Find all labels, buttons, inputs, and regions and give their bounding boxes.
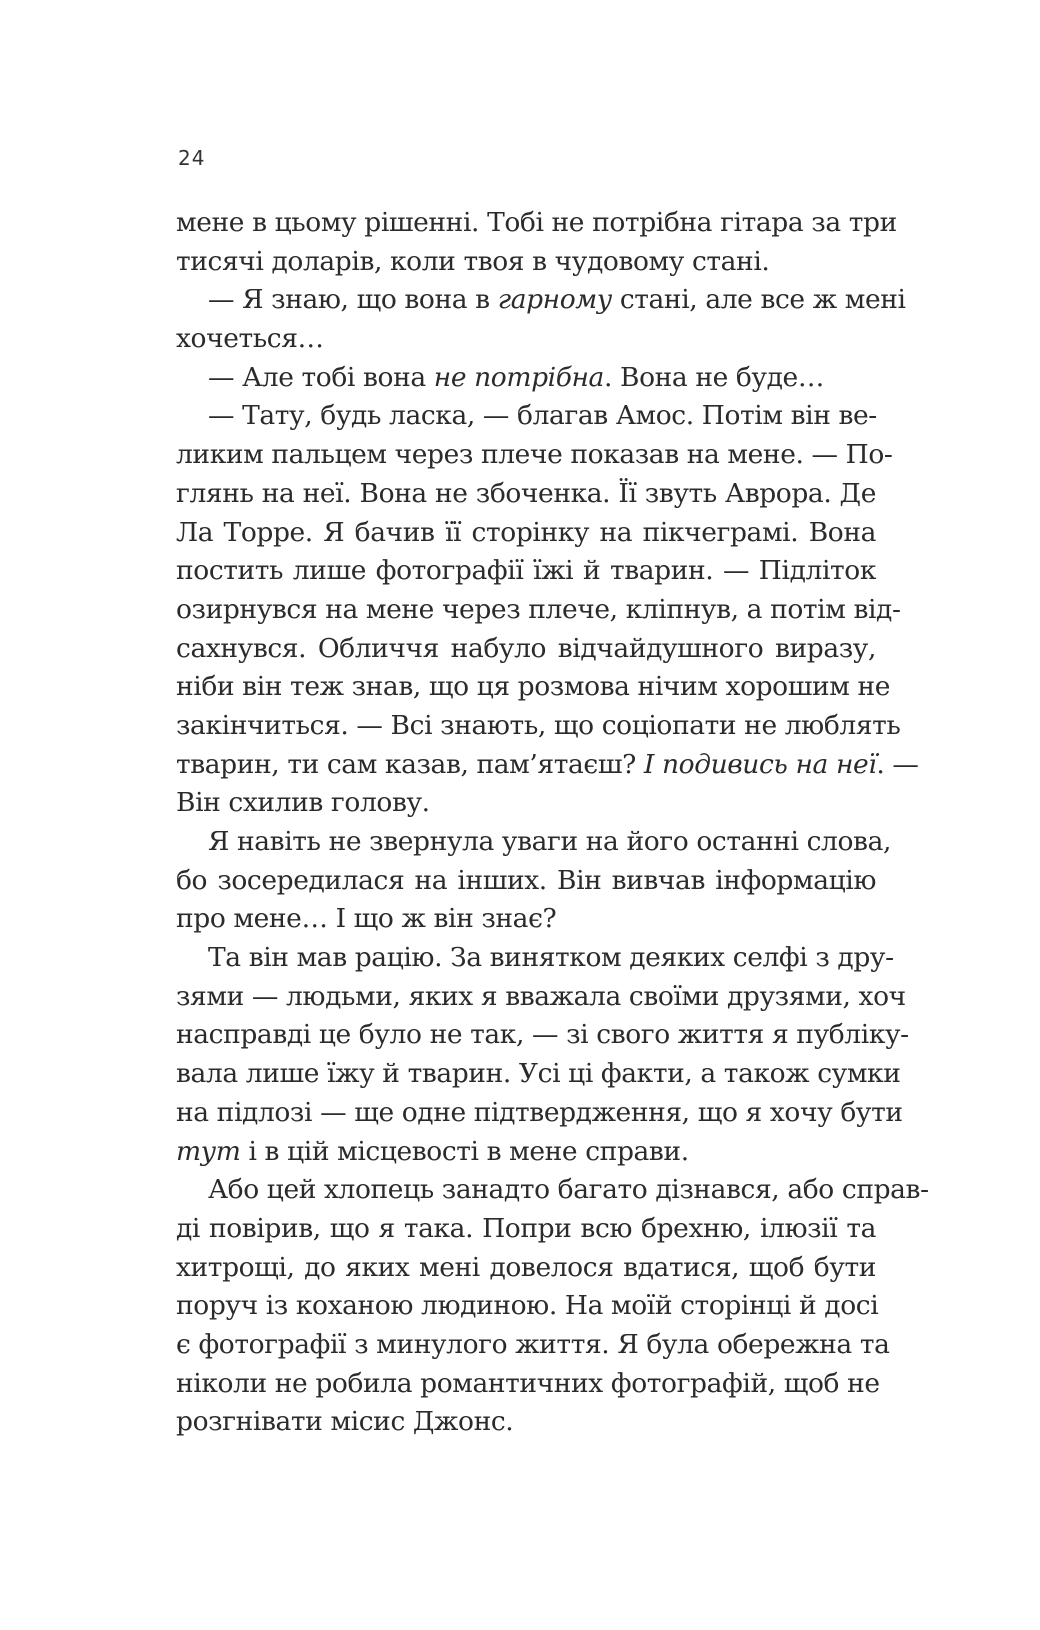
text-run: хитрощі, до яких мені довелося вдатися, щоб бути [176, 1251, 876, 1283]
text-line [176, 978, 906, 1017]
text-run: сахнувся. Обличчя набуло відчайдушного виразу, [176, 632, 876, 664]
text-run: . — [876, 748, 919, 780]
text-line [176, 939, 894, 978]
text-line [176, 1171, 929, 1210]
text-run: мене в цьому рішенні. Тобі не потрібна гітара за три [176, 207, 897, 238]
text-run: і в цій місцевості в мене справи. [240, 1135, 689, 1167]
text-line [176, 397, 876, 436]
text-line [176, 862, 876, 901]
text-line [176, 475, 876, 514]
text-line [176, 1016, 909, 1055]
text-line [176, 1287, 879, 1326]
text-line [176, 707, 901, 746]
text-run: хочеться… [176, 323, 324, 355]
text-run: є фотографії з минулого життя. Я була обережна та [176, 1328, 890, 1360]
text-run: стані, але все ж мені [611, 284, 906, 316]
text-run: закінчиться. — Всі знають, що соціопати не люблять [176, 709, 901, 741]
text-line [176, 1403, 876, 1442]
text-run: глянь на неї. Вона не збоченка. Її звуть Аврора. Де [176, 477, 876, 509]
text-run: Ла Торре. Я бачив її сторінку на пікчеграмі. Вона [176, 516, 876, 548]
text-run: озирнувся на мене через плече, кліпнув, а потім від- [176, 593, 901, 625]
text-run: насправді це було не так, — зі свого життя я публіку- [176, 1019, 909, 1051]
text-line [176, 746, 919, 785]
text-run: зями — людьми, яких я вважала своїми друзями, хоч [176, 980, 906, 1012]
text-run: тисячі доларів, коли твоя в чудовому стані. [176, 245, 770, 277]
text-line [176, 243, 876, 282]
text-run: вала лише їжу й тварин. Усі ці факти, а також сумки [176, 1058, 901, 1090]
text-run: тварин, ти сам казав, пам’ятаєш? [176, 748, 644, 780]
text-run: на підлозі — ще одне підтвердження, що я хочу бути [176, 1096, 903, 1128]
text-run: . Вона не буде… [603, 361, 824, 393]
text-line [176, 359, 876, 398]
text-run: бо зосередилася на інших. Він вивчав інформацію [176, 864, 876, 896]
text-line [176, 1249, 876, 1288]
text-line [176, 281, 906, 320]
text-run: постить лише фотографії їжі й тварин. — Підліток [176, 555, 876, 587]
text-run: — Я знаю, що вона в [208, 284, 498, 316]
italic-emphasis: не потрібна [433, 361, 604, 393]
text-line [176, 204, 897, 243]
text-line [176, 514, 876, 553]
text-run: — Тату, будь ласка, — благав Амос. Потім він ве- [208, 400, 877, 432]
text-run: Я навіть не звернула уваги на його останні слова, [208, 826, 891, 857]
text-line [176, 1094, 903, 1133]
text-line [176, 1133, 876, 1172]
body-text [176, 204, 929, 1442]
text-line [176, 668, 891, 707]
text-run: про мене… І що ж він знає? [176, 903, 557, 935]
text-line [176, 591, 901, 630]
text-line [176, 552, 876, 591]
text-run: ді повірив, що я така. Попри всю брехню, ілюзії та [176, 1212, 876, 1244]
text-run: ликим пальцем через плече показав на мене. — По- [176, 439, 893, 471]
text-run: Та він мав рацію. За винятком деяких селфі з дру- [208, 942, 894, 974]
text-line [176, 1365, 880, 1404]
text-run: — Але тобі вона [208, 361, 434, 393]
text-line [176, 1210, 876, 1249]
text-line [176, 630, 876, 669]
text-line [176, 1055, 901, 1094]
page-number: 24 [178, 146, 206, 170]
text-line [176, 1326, 890, 1365]
text-line [176, 436, 893, 475]
text-line [176, 900, 876, 939]
text-line [176, 784, 876, 823]
text-run: ніколи не робила романтичних фотографій, щоб не [176, 1367, 880, 1399]
text-run: Він схилив голову. [176, 787, 430, 819]
text-run: ніби він теж знав, що ця розмова нічим хорошим не [176, 671, 891, 703]
italic-emphasis: гарному [497, 284, 612, 316]
text-run: Або цей хлопець занадто багато дізнався, або справ- [208, 1174, 929, 1206]
italic-emphasis: І подивись на неї [643, 748, 877, 780]
text-line [176, 320, 876, 359]
text-run: поруч із коханою людиною. На моїй сторінці й досі [176, 1290, 879, 1322]
text-line [176, 823, 891, 862]
text-run: розгнівати місис Джонс. [176, 1406, 514, 1438]
italic-emphasis: тут [176, 1135, 241, 1167]
